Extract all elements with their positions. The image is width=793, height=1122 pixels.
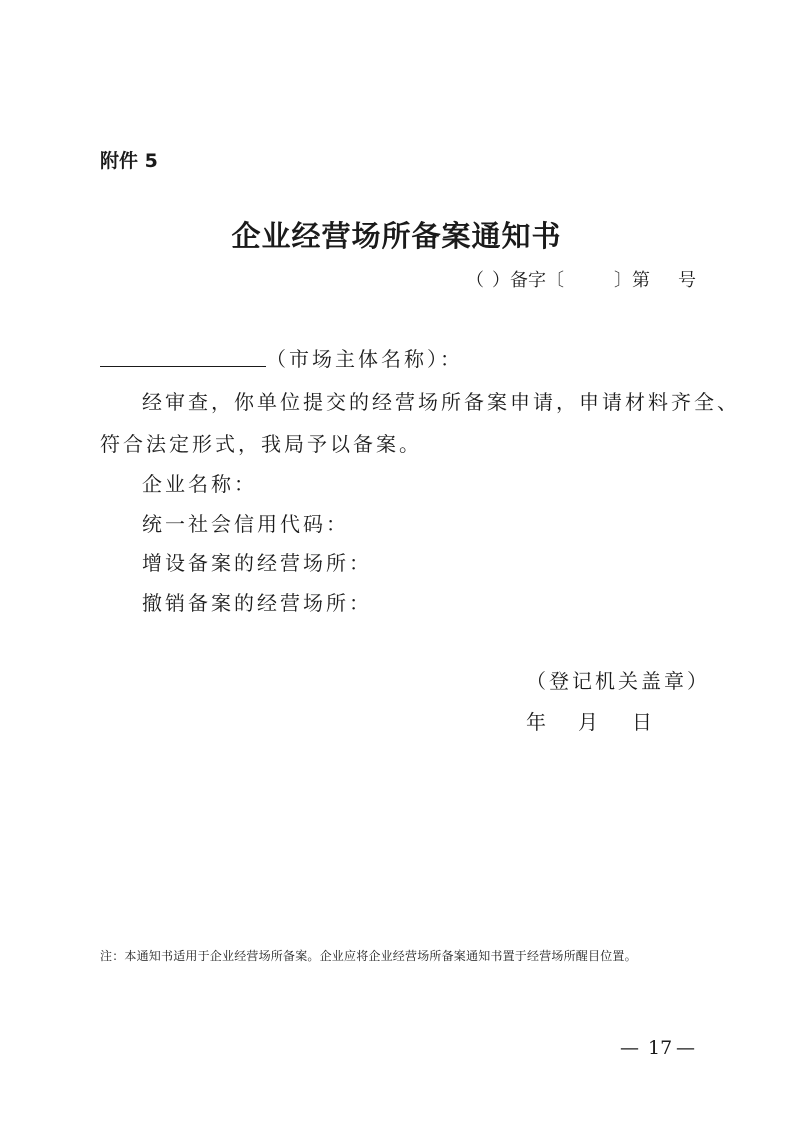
field-company-name: 企业名称： [142, 472, 257, 496]
doc-number-paren-open: （ [466, 270, 484, 291]
page-number-value: 17 [648, 1037, 673, 1059]
field-added-premises: 增设备案的经营场所： [142, 551, 372, 575]
addressee-blank-line [100, 366, 266, 367]
document-title: 企业经营场所备案通知书 [231, 219, 562, 253]
date-year: 年 [526, 710, 549, 734]
seal-label: （登记机关盖章） [526, 669, 710, 693]
footnote: 注：本通知书适用于企业经营场所备案。企业应将企业经营场所备案通知书置于经营场所醒目位置。 [100, 949, 637, 963]
page-number-dash-left: — [620, 1037, 639, 1059]
paragraph-line-2: 符合法定形式，我局予以备案。 [100, 432, 422, 456]
attachment-label: 附件 5 [100, 150, 158, 172]
doc-number-bracket-close: 〕第 [614, 270, 650, 291]
doc-number-suffix: 号 [678, 270, 696, 291]
date-day: 日 [632, 710, 655, 734]
addressee-label: （市场主体名称）： [266, 347, 463, 371]
field-credit-code: 统一社会信用代码： [142, 512, 349, 536]
field-revoked-premises: 撤销备案的经营场所： [142, 591, 372, 615]
date-month: 月 [578, 710, 601, 734]
paragraph-line-1: 经审查，你单位提交的经营场所备案申请，申请材料齐全、 [142, 390, 740, 414]
page-number-dash-right: — [676, 1037, 695, 1059]
doc-number-prefix: ）备字〔 [492, 270, 564, 291]
